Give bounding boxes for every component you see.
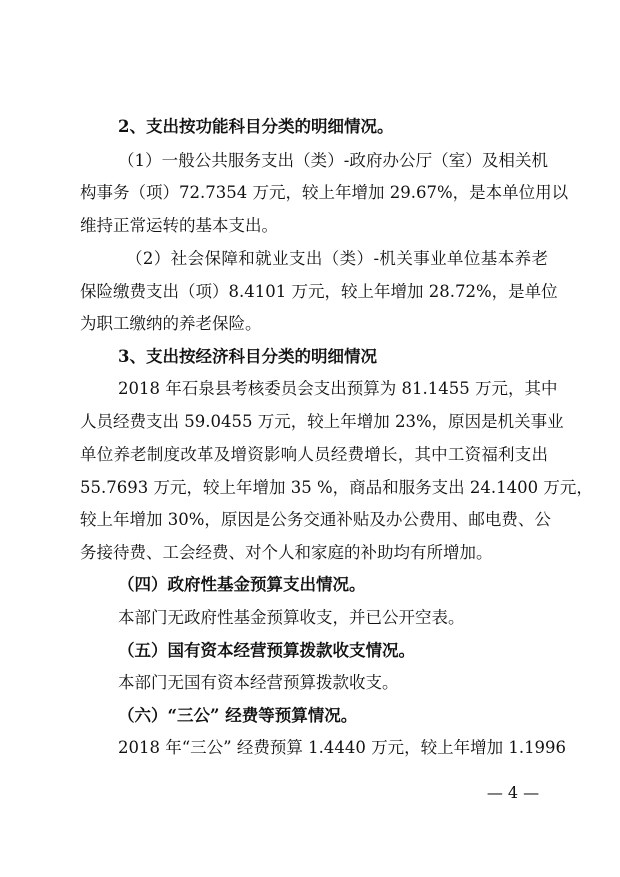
section2-item1-line1: （1）一般公共服务支出（类）-政府办公厅（室）及相关机 [118, 151, 548, 170]
section3-line3: 单位养老制度改革及增资影响人员经费增长，其中工资福利支出 [80, 445, 548, 464]
section3-line2: 人员经费支出 59.0455 万元，较上年增加 23%，原因是机关事业 [80, 412, 564, 431]
section2-item2-line2: 保险缴费支出（项）8.4101 万元，较上年增加 28.72%，是单位 [80, 282, 558, 301]
section2-item1-line2: 构事务（项）72.7354 万元，较上年增加 29.67%，是本单位用以 [80, 183, 569, 202]
section2-item2-line1: （2）社会保障和就业支出（类）-机关事业单位基本养老 [126, 249, 548, 268]
section3-line4: 55.7693 万元，较上年增加 35 %，商品和服务支出 24.1400 万元， [80, 478, 593, 497]
section2-heading: 2、支出按功能科目分类的明细情况。 [118, 117, 394, 136]
section3-line1: 2018 年石泉县考核委员会支出预算为 81.1455 万元，其中 [118, 379, 558, 398]
section3-heading: 3、支出按经济科目分类的明细情况 [118, 347, 377, 366]
section5-text: 本部门无国有资本经营预算拨款收支。 [118, 673, 399, 692]
section3-line5: 较上年增加 30%，原因是公务交通补贴及办公费用、邮电费、公 [80, 510, 551, 529]
section4-heading: （四）政府性基金预算支出情况。 [118, 575, 366, 594]
section4-text: 本部门无政府性基金预算收支，并已公开空表。 [118, 608, 465, 627]
section5-heading: （五）国有资本经营预算拨款收支情况。 [118, 641, 415, 660]
section3-line6: 务接待费、工会经费、对个人和家庭的补助均有所增加。 [80, 543, 493, 562]
section6-heading: （六）“三公” 经费等预算情况。 [118, 706, 358, 725]
section2-item2-line3: 为职工缴纳的养老保险。 [80, 314, 262, 333]
section2-item1-line3: 维持正常运转的基本支出。 [80, 216, 278, 235]
section6-text: 2018 年“三公” 经费预算 1.4440 万元，较上年增加 1.1996 [118, 738, 567, 757]
page-number: — 4 — [486, 783, 540, 802]
